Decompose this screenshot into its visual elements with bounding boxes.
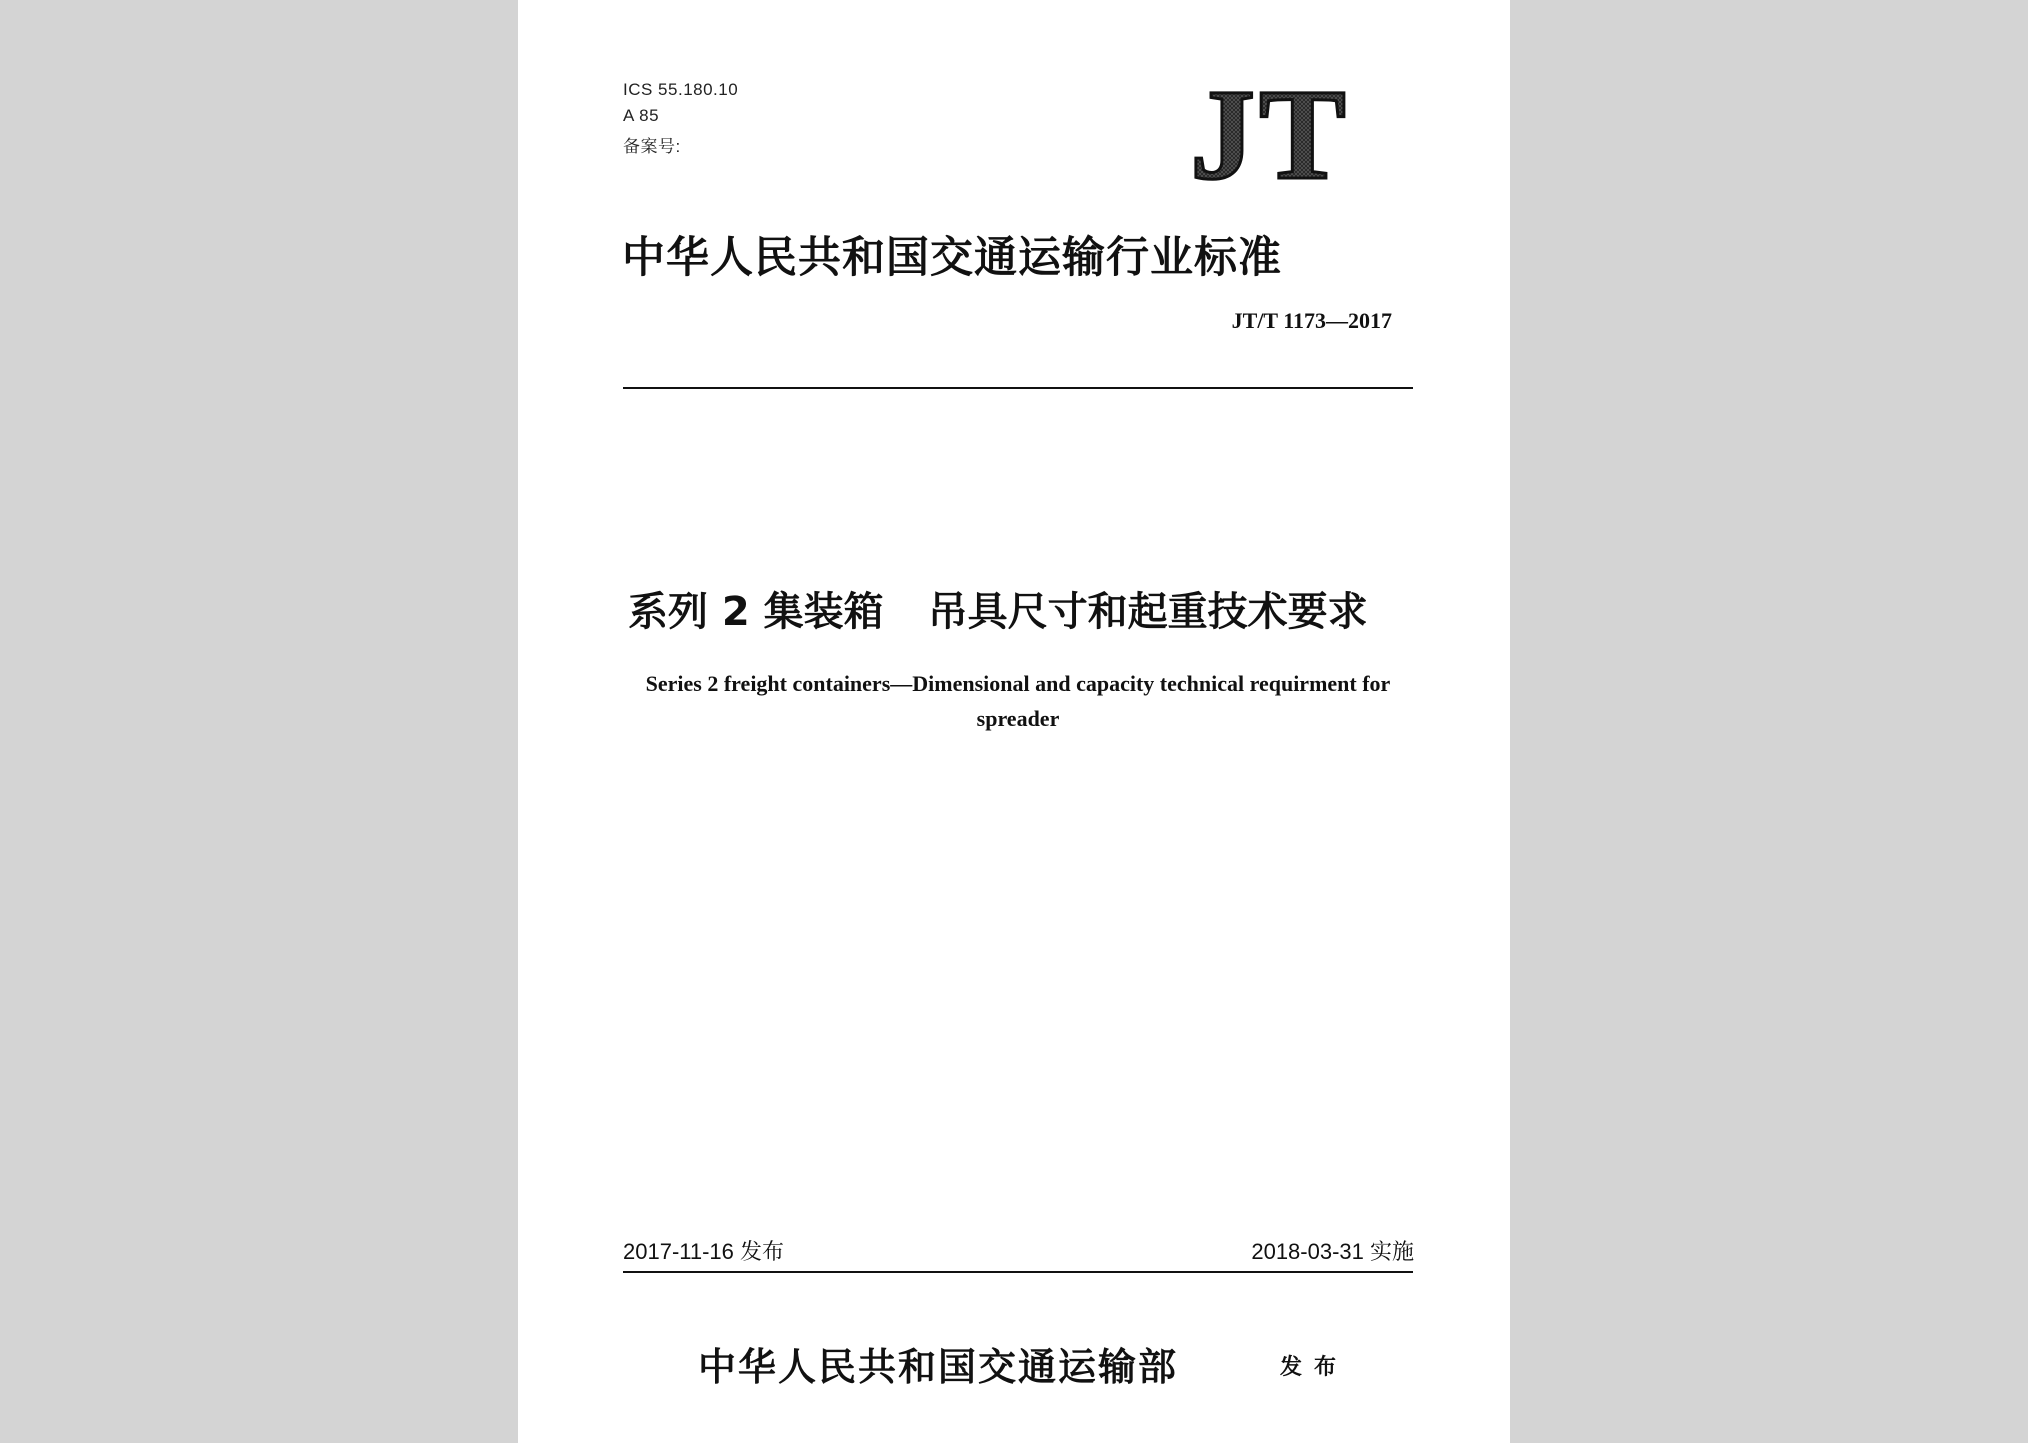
ics-code: ICS 55.180.10 — [623, 80, 739, 99]
document-page — [518, 0, 1510, 1443]
publish-label: 发布 — [1280, 1355, 1349, 1380]
ccs-code: A 85 — [623, 106, 660, 125]
issuing-org-title: 中华人民共和国交通运输行业标准 — [622, 233, 1282, 283]
implementation-date: 2018-03-31 实施 — [1251, 1239, 1414, 1264]
title-cn-part2: 吊具尺寸和起重技术要求 — [927, 589, 1368, 635]
standard-code: JT/T 1173—2017 — [1231, 308, 1392, 333]
divider-top — [623, 387, 1413, 389]
title-en-line2: spreader — [976, 706, 1060, 731]
record-number-label: 备案号: — [623, 137, 681, 156]
logo-text: JT — [1190, 86, 1350, 188]
issue-date: 2017-11-16 发布 — [623, 1239, 785, 1264]
title-en-line1: Series 2 freight containers—Dimensional and capacity technical requirment for — [645, 671, 1391, 696]
jt-logo — [1170, 86, 1370, 188]
title-cn-part1: 系列 2 集装箱 — [628, 589, 884, 635]
document-title-cn — [628, 580, 1410, 637]
document-title-en — [618, 666, 1418, 736]
divider-bottom — [623, 1271, 1413, 1273]
publisher-name: 中华人民共和国交通运输部 — [698, 1345, 1179, 1389]
